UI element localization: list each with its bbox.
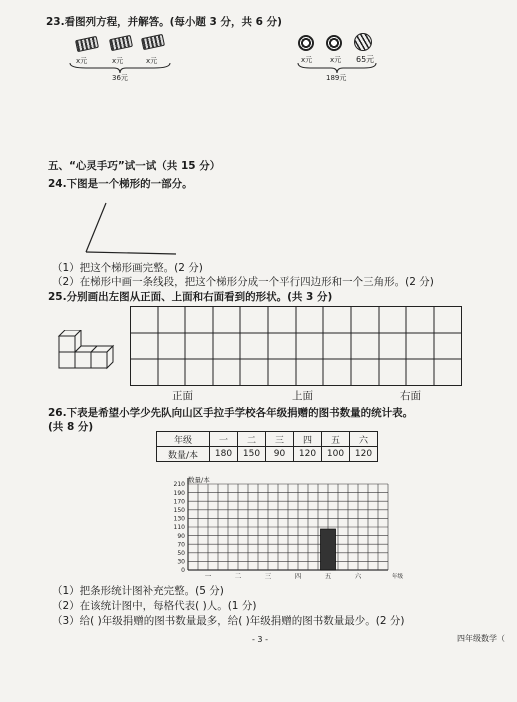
y-tick-label: 70	[177, 541, 185, 549]
footer-subject: 四年级数学（	[457, 634, 505, 643]
y-tick-label: 170	[173, 498, 185, 506]
q26-title-line2: (共 8 分)	[48, 421, 94, 433]
table-cell: 数量/本	[157, 447, 210, 462]
y-tick-label: 190	[173, 489, 185, 497]
x-tick-label: 四	[294, 572, 302, 580]
q23-right-label-2: x元	[330, 56, 342, 64]
cube-figure	[55, 330, 119, 370]
table-cell: 五	[322, 432, 350, 447]
q23-right-label-1: x元	[301, 56, 313, 64]
bar-chart	[160, 474, 420, 586]
q23-right-total: 189元	[326, 74, 347, 82]
x-tick-label: 二	[234, 572, 242, 580]
table-cell: 120	[350, 447, 378, 462]
table-cell: 120	[294, 447, 322, 462]
section5-title: 五、“心灵手巧”试一试（共 15 分）	[48, 160, 221, 172]
x-tick-label: 三	[264, 572, 272, 580]
q23-left-label-3: x元	[146, 57, 158, 65]
q25-label-top: 上面	[292, 390, 313, 402]
soccer-ball-icon	[326, 35, 342, 51]
table-cell: 180	[210, 447, 238, 462]
x-tick-label: 六	[354, 572, 362, 580]
y-tick-label: 0	[181, 567, 185, 575]
table-cell: 90	[266, 447, 294, 462]
table-cell: 三	[266, 432, 294, 447]
table-row	[157, 447, 378, 462]
trapezoid-partial	[80, 200, 180, 258]
x-tick-label: 五	[324, 572, 332, 580]
q24-sub1: （1）把这个梯形画完整。(2 分)	[52, 262, 203, 274]
pencil-box-icon	[75, 36, 99, 52]
y-axis-label: 数量/本	[188, 476, 210, 484]
page-number: - 3 -	[252, 635, 268, 644]
table-cell: 四	[294, 432, 322, 447]
q25-label-front: 正面	[172, 390, 193, 402]
x-tick-label: 一	[204, 572, 212, 580]
q26-sub1: （1）把条形统计图补充完整。(5 分)	[52, 585, 224, 597]
y-tick-label: 210	[173, 481, 185, 489]
table-header-row	[157, 432, 378, 447]
q23-left-label-2: x元	[112, 57, 124, 65]
q26-sub3: （3）给( )年级捐赠的图书数量最多，给( )年级捐赠的图书数量最少。(2 分)	[52, 615, 405, 627]
q25-drawing-grid	[130, 306, 462, 386]
q26-title-line1: 26.下表是希望小学少先队向山区手拉手学校各年级捐赠的图书数量的统计表。	[48, 407, 414, 419]
x-axis-label: 年级	[392, 574, 404, 580]
soccer-ball-icon	[298, 35, 314, 51]
table-cell: 六	[350, 432, 378, 447]
q24-title: 24.下图是一个梯形的一部分。	[48, 178, 193, 190]
table-cell: 150	[238, 447, 266, 462]
y-tick-label: 90	[177, 532, 185, 540]
q26-sub2: （2）在该统计图中，每格代表( )人。(1 分)	[52, 600, 257, 612]
q25-title: 25.分别画出左图从正面、上面和右面看到的形状。(共 3 分)	[48, 291, 333, 303]
q24-sub2: （2）在梯形中画一条线段，把这个梯形分成一个平行四边形和一个三角形。(2 分)	[52, 276, 434, 288]
y-tick-label: 30	[177, 558, 185, 566]
y-tick-label: 150	[173, 507, 185, 514]
table-cell: 一	[210, 432, 238, 447]
pencil-box-icon	[109, 35, 133, 51]
volleyball-icon	[354, 33, 372, 51]
q23-left-label-1: x元	[76, 57, 88, 65]
q26-stats-table	[156, 431, 378, 462]
q23-left-total: 36元	[112, 74, 128, 82]
pencil-box-icon	[141, 34, 165, 50]
q23-right-given: 65元	[356, 55, 375, 64]
q25-label-right: 右面	[400, 390, 421, 402]
bar-五	[321, 529, 336, 570]
y-tick-label: 110	[173, 524, 185, 532]
table-cell: 100	[322, 447, 350, 462]
y-tick-label: 50	[177, 550, 185, 557]
table-cell: 二	[238, 432, 266, 447]
q23-title: 23.看图列方程，并解答。(每小题 3 分，共 6 分)	[46, 16, 282, 28]
y-tick-label: 130	[173, 515, 185, 523]
table-cell: 年级	[157, 432, 210, 447]
